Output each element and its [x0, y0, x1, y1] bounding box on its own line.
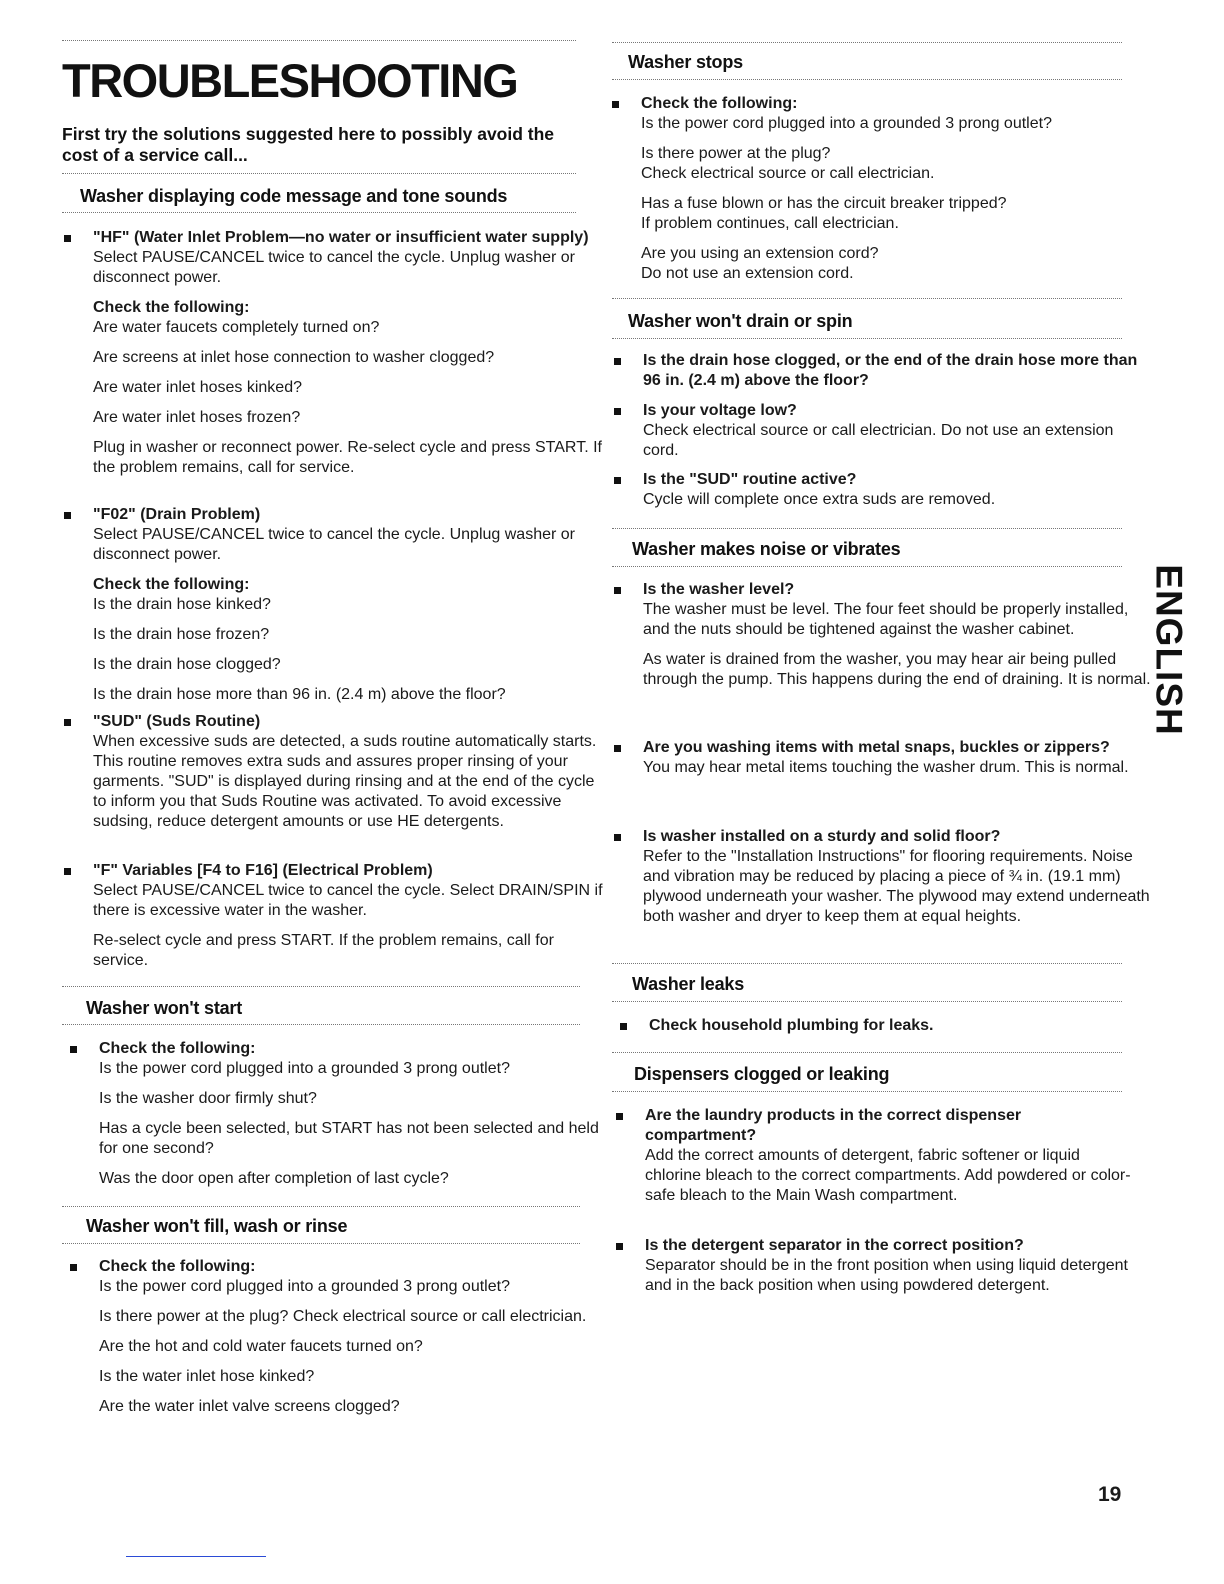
item-title: Is washer installed on a sturdy and solid floor?: [643, 828, 1001, 845]
item-text: You may hear metal items touching the washer drum. This is normal.: [643, 759, 1129, 776]
check-line: Is the drain hose clogged?: [93, 656, 281, 673]
intro-text: First try the solutions suggested here to possibly avoid the cost of a service call...: [62, 124, 555, 165]
item-title: Check household plumbing for leaks.: [649, 1017, 934, 1034]
check-line: Plug in washer or reconnect power. Re-select cycle and press START. If the problem remains, call for service.: [93, 439, 602, 476]
bullet: [64, 719, 71, 726]
bullet: [70, 1264, 77, 1271]
divider: [62, 212, 576, 213]
check-line: Are you using an extension cord? Do not use an extension cord.: [641, 245, 879, 282]
bullet: [70, 1046, 77, 1053]
check-label: Check the following:: [93, 299, 250, 316]
item-voltage: [612, 401, 1153, 461]
check-line: Is there power at the plug? Check electrical source or call electrician.: [641, 145, 935, 182]
item-title: "F" Variables [F4 to F16] (Electrical Problem): [93, 862, 433, 879]
bullet: [612, 101, 619, 108]
bullet: [616, 1243, 623, 1250]
check-line: Is the drain hose kinked?: [93, 596, 271, 613]
item-laundry-products: [614, 1106, 1135, 1206]
check-line: Is the power cord plugged into a grounded 3 prong outlet?: [99, 1060, 510, 1077]
item-title: Is the "SUD" routine active?: [643, 471, 857, 488]
item-text: Refer to the "Installation Instructions" for flooring requirements. Noise and vibration may be reduced by placing a piece of ¾ in. (19.1 mm) plywood underneath your washer. The plywood may extend underneath both washer and dryer to keep them at equal heights.: [643, 848, 1150, 925]
divider: [612, 566, 1122, 567]
item-text: The washer must be level. The four feet should be properly installed, and the nuts should be tightened against the washer cabinet.: [643, 601, 1129, 638]
bullet: [64, 868, 71, 875]
item-text: Select PAUSE/CANCEL twice to cancel the cycle. Select DRAIN/SPIN if there is excessive water in the washer.: [93, 882, 603, 919]
check-line: Is the drain hose frozen?: [93, 626, 270, 643]
divider: [612, 1052, 1122, 1053]
bullet: [614, 477, 621, 484]
divider: [62, 1243, 580, 1244]
item-text: Separator should be in the front position when using liquid detergent and in the back position when using powdered detergent.: [645, 1257, 1128, 1294]
item-text: Check electrical source or call electrician. Do not use an extension cord.: [643, 422, 1114, 459]
item-sud: [62, 712, 603, 842]
item-wont-start: [68, 1039, 611, 1199]
item-title: Check the following:: [641, 95, 798, 112]
bullet: [614, 745, 621, 752]
item-text: Select PAUSE/CANCEL twice to cancel the cycle. Unplug washer or disconnect power.: [93, 526, 575, 563]
item-title: Are the laundry products in the correct dispenser compartment?: [645, 1107, 1022, 1144]
check-line: Is there power at the plug? Check electrical source or call electrician.: [99, 1308, 587, 1325]
section-heading-leaks: Washer leaks: [632, 974, 744, 994]
item-title: "F02" (Drain Problem): [93, 506, 261, 523]
divider: [612, 528, 1122, 529]
divider: [612, 963, 1122, 964]
bullet: [64, 235, 71, 242]
check-line: Was the door open after completion of last cycle?: [99, 1170, 449, 1187]
check-line: Are water inlet hoses frozen?: [93, 409, 301, 426]
item-f-variables: [62, 861, 611, 981]
check-line: Is the power cord plugged into a grounded 3 prong outlet?: [99, 1278, 510, 1295]
divider: [62, 173, 576, 174]
divider: [62, 986, 580, 987]
item-hf: [62, 228, 611, 488]
bullet: [614, 408, 621, 415]
item-drain-hose: [612, 351, 1153, 391]
item-title: Is your voltage low?: [643, 402, 797, 419]
divider: [612, 298, 1122, 299]
check-line: Has a fuse blown or has the circuit breaker tripped? If problem continues, call electrician.: [641, 195, 1007, 232]
language-tab-label: ENGLISH: [1149, 564, 1190, 736]
section-heading-wont-start: Washer won't start: [86, 998, 243, 1018]
item-text: As water is drained from the washer, you may hear air being pulled through the pump. This happens during the end of draining. It is normal.: [643, 651, 1151, 688]
check-line: Is the drain hose more than 96 in. (2.4 m) above the floor?: [93, 686, 506, 703]
item-washer-level: [612, 580, 1153, 690]
item-title: Check the following:: [99, 1258, 256, 1275]
check-line: Are screens at inlet hose connection to washer clogged?: [93, 349, 495, 366]
item-text: Select PAUSE/CANCEL twice to cancel the cycle. Unplug washer or disconnect power.: [93, 249, 575, 286]
item-detergent-separator: [614, 1236, 1135, 1296]
item-text: When excessive suds are detected, a suds routine automatically starts. This routine removes extra suds and assures proper rinsing of your garments. "SUD" is displayed during rinsing and at the end of the cycle to inform you that Suds Routine was activated. To avoid excessive sudsing, reduce detergent amounts or use HE detergents.: [93, 733, 597, 830]
section-heading-wont-fill: Washer won't fill, wash or rinse: [86, 1216, 348, 1236]
section-heading-code-message: Washer displaying code message and tone sounds: [80, 186, 508, 206]
check-line: Has a cycle been selected, but START has not been selected and held for one second?: [99, 1120, 599, 1157]
bullet: [616, 1113, 623, 1120]
item-title: Is the detergent separator in the correct position?: [645, 1237, 1024, 1254]
item-plumbing: [618, 1016, 1153, 1036]
item-title: "HF" (Water Inlet Problem—no water or insufficient water supply): [93, 229, 589, 246]
divider: [612, 1001, 1122, 1002]
section-heading-noise: Washer makes noise or vibrates: [632, 539, 901, 559]
section-heading-washer-stops: Washer stops: [628, 52, 743, 72]
check-label: Check the following:: [93, 576, 250, 593]
bullet: [614, 587, 621, 594]
divider: [612, 79, 1122, 80]
bullet: [614, 358, 621, 365]
section-heading-dispensers: Dispensers clogged or leaking: [634, 1064, 890, 1084]
check-line: Are the hot and cold water faucets turned on?: [99, 1338, 423, 1355]
item-sud-active: [612, 470, 1153, 510]
item-metal-snaps: [612, 738, 1143, 778]
item-title: "SUD" (Suds Routine): [93, 713, 261, 730]
page-number: 19: [1098, 1483, 1122, 1506]
divider: [612, 42, 1122, 43]
divider: [612, 1091, 1122, 1092]
bullet: [620, 1023, 627, 1030]
item-f02: [62, 505, 611, 715]
bullet: [64, 512, 71, 519]
item-text: Cycle will complete once extra suds are removed.: [643, 491, 996, 508]
divider: [62, 40, 576, 41]
check-line: Is the washer door firmly shut?: [99, 1090, 317, 1107]
section-heading-wont-drain: Washer won't drain or spin: [628, 311, 853, 331]
item-title: Is the drain hose clogged, or the end of the drain hose more than 96 in. (2.4 m) above the floor?: [643, 352, 1138, 389]
divider: [62, 1024, 580, 1025]
item-title: Is the washer level?: [643, 581, 795, 598]
item-text: Re-select cycle and press START. If the problem remains, call for service.: [93, 932, 554, 969]
item-washer-stops: [610, 94, 1153, 294]
footer-line: [126, 1556, 266, 1557]
bullet: [614, 834, 621, 841]
item-wont-fill: [68, 1257, 611, 1427]
item-title: Are you washing items with metal snaps, buckles or zippers?: [643, 739, 1110, 756]
language-tab: [1150, 540, 1188, 760]
item-solid-floor: [612, 827, 1153, 927]
item-title: Check the following:: [99, 1040, 256, 1057]
divider: [612, 338, 1122, 339]
check-line: Is the water inlet hose kinked?: [99, 1368, 315, 1385]
check-line: Are water faucets completely turned on?: [93, 319, 380, 336]
page-title: TROUBLESHOOTING: [62, 54, 518, 107]
check-line: Are water inlet hoses kinked?: [93, 379, 302, 396]
item-text: Add the correct amounts of detergent, fabric softener or liquid chlorine bleach to the correct compartments. Add powdered or color-safe bleach to the Main Wash compartment.: [645, 1147, 1131, 1204]
check-line: Is the power cord plugged into a grounded 3 prong outlet?: [641, 115, 1052, 132]
check-line: Are the water inlet valve screens clogged?: [99, 1398, 400, 1415]
divider: [62, 1206, 580, 1207]
